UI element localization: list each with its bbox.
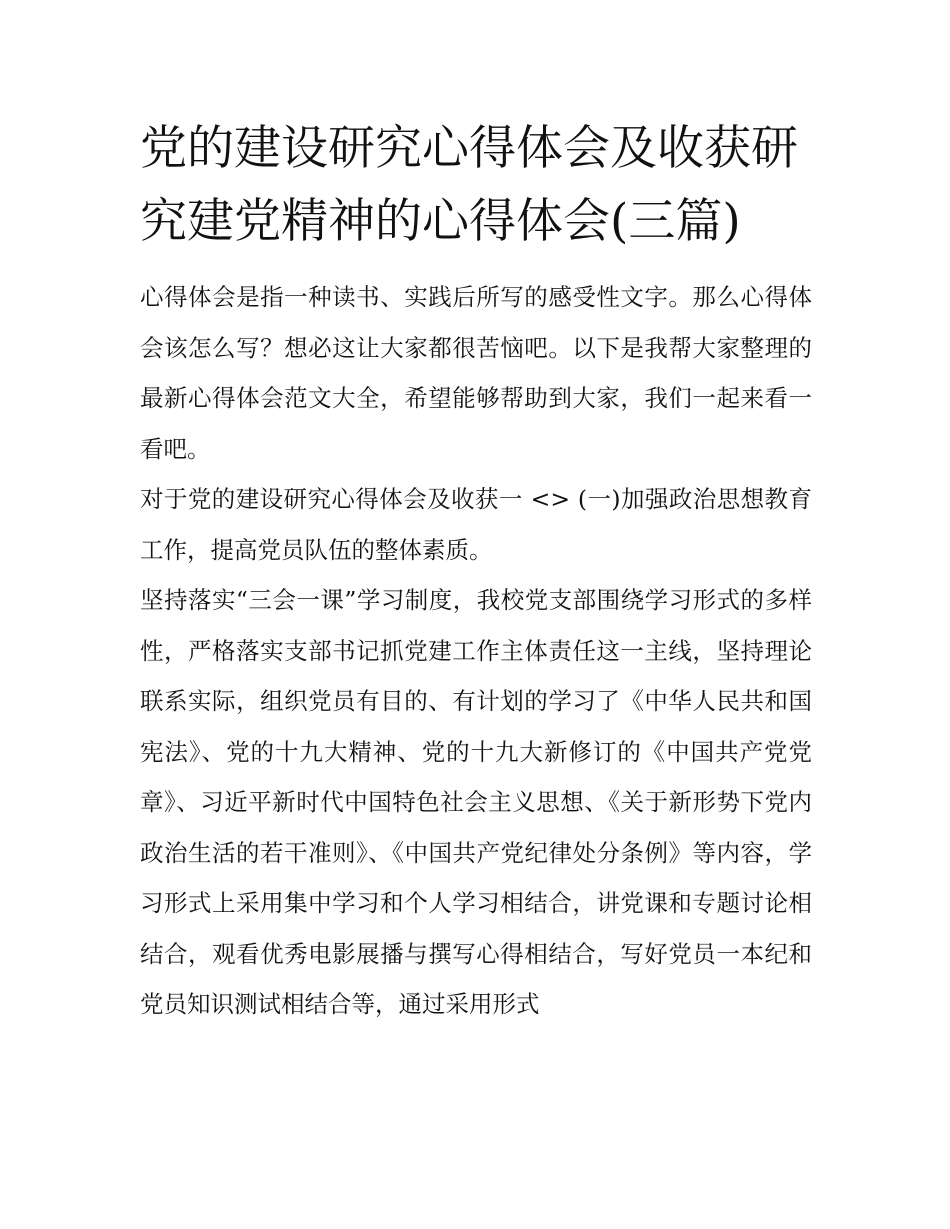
- document-body: [140, 112, 812, 1030]
- document-title: 党的建设研究心得体会及收获研究建党精神的心得体会(三篇): [140, 121, 798, 249]
- paragraph-intro: 心得体会是指一种读书、实践后所写的感受性文字。那么心得体会该怎么写？想必这让大家都很苦恼吧。以下是我帮大家整理的最新心得体会范文大全，希望能够帮助到大家，我们一起来看一看吧。: [140, 283, 812, 463]
- paragraph-section-one: 对于党的建设研究心得体会及收获一 <> (一)加强政治思想教育工作，提高党员队伍的整体素质。: [140, 485, 812, 564]
- paragraph-study-system: 坚持落实“三会一课”学习制度，我校党支部围绕学习形式的多样性，严格落实支部书记抓党建工作主体责任这一主线，坚持理论联系实际，组织党员有目的、有计划的学习了《中华人民共和国宪法》、党的十九大精神、党的十九大新修订的《中国共产党党章》、习近平新时代中国特色社会主义思想、《关于新形势下党内政治生活的若干准则》、《中国共产党纪律处分条例》等内容，学习形式上采用集中学习和个人学习相结合，讲党课和专题讨论相结合，观看优秀电影展播与撰写心得相结合，写好党员一本纪和党员知识测试相结合等，通过采用形式: [140, 586, 812, 1018]
